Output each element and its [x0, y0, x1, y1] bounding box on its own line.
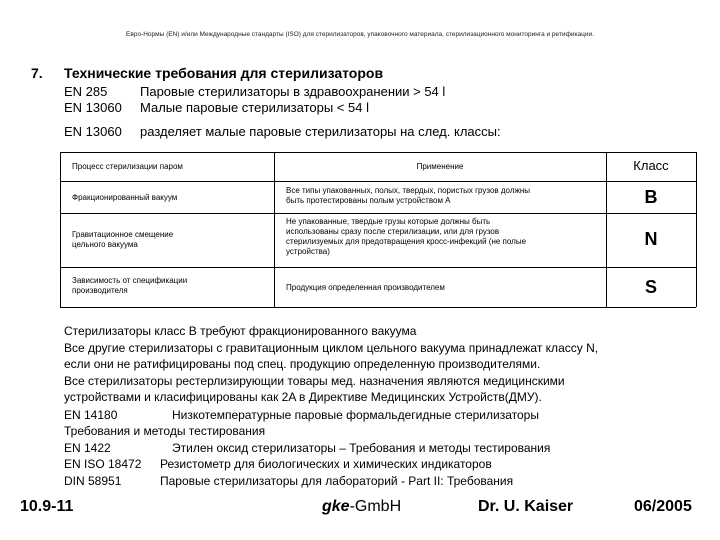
reference-code: DIN 58951: [64, 474, 122, 488]
row-application: Не упакованные, твердые грузы которые должны быть использованы сразу после стерилизации, или для грузов стерилизуемых для предотвращения кросс-инфекций (не полые устройства): [286, 217, 527, 256]
table-border: [60, 152, 61, 307]
date: 06/2005: [634, 498, 692, 515]
row-application: Продукция определенная производителем: [286, 283, 445, 292]
standard-desc: Малые паровые стерилизаторы < 54 l: [140, 100, 369, 115]
row-class: B: [644, 187, 658, 207]
reference-desc: Низкотемпературные паровые формальдегидные стерилизаторы: [172, 408, 539, 422]
row-process: Гравитационное смещение цельного вакуума: [72, 230, 174, 249]
row-process: Зависимость от спецификации производителя: [72, 276, 188, 295]
row-class: N: [644, 229, 658, 249]
standard-code: EN 13060: [64, 100, 122, 115]
standard-code: EN 13060: [64, 124, 122, 139]
table-border: [60, 307, 696, 308]
row-class: S: [644, 277, 657, 297]
table-border: [60, 152, 696, 153]
header-class: Класс: [633, 158, 669, 173]
table-border: [274, 152, 275, 307]
reference-code: EN ISO 18472: [64, 457, 142, 471]
header-application: Применение: [416, 162, 464, 171]
table-border: [60, 267, 696, 268]
table-border: [60, 181, 696, 182]
row-application: Все типы упакованных, полых, твердых, пористых грузов должны быть протестированы полым устройством A: [286, 186, 531, 205]
standard-desc: Паровые стерилизаторы в здравоохранении > 54 l: [140, 84, 446, 99]
table-border: [60, 213, 696, 214]
document-header: Евро-Нормы (EN) и/или Международные стандарты (ISO) для стерилизаторов, упаковочного материала, стерилизационного мониторинга и ретификации.: [126, 31, 594, 38]
standard-desc: разделяет малые паровые стерилизаторы на след. классы:: [140, 124, 501, 139]
table-border: [696, 152, 697, 307]
reference-desc: Паровые стерилизаторы для лабораторий - Part II: Требования: [160, 474, 514, 488]
reference-code: EN 1422: [64, 441, 111, 455]
section-number: 7.: [31, 65, 43, 81]
section-title: Технические требования для стерилизаторов: [64, 65, 384, 81]
reference-desc: Требования и методы тестирования: [64, 424, 266, 438]
header-process: Процесс стерилизации паром: [72, 162, 183, 171]
company-name: gke-GmbH: [322, 498, 402, 515]
reference-desc: Этилен оксид стерилизаторы – Требования и методы тестирования: [172, 441, 551, 455]
author: Dr. U. Kaiser: [478, 498, 574, 515]
reference-desc: Резистометр для биологических и химических индикаторов: [160, 457, 492, 471]
reference-code: EN 14180: [64, 408, 118, 422]
page-number: 10.9-11: [20, 498, 74, 515]
body-text-block: Стерилизаторы класс B требуют фракционированного вакуума Все другие стерилизаторы с гравитационным циклом цельного вакуума принадлежат классу N, если они не ратифицированы под спец. продукцию определенную производителями. Все стерилизаторы рестерлизирующии товары мед. назначения являются медицинскими устройствами и класифицированы как 2A в Директиве Медицинских Устройств(ДМУ).: [64, 324, 599, 404]
row-process: Фракционированный вакуум: [72, 193, 178, 202]
standard-code: EN 285: [64, 84, 108, 99]
